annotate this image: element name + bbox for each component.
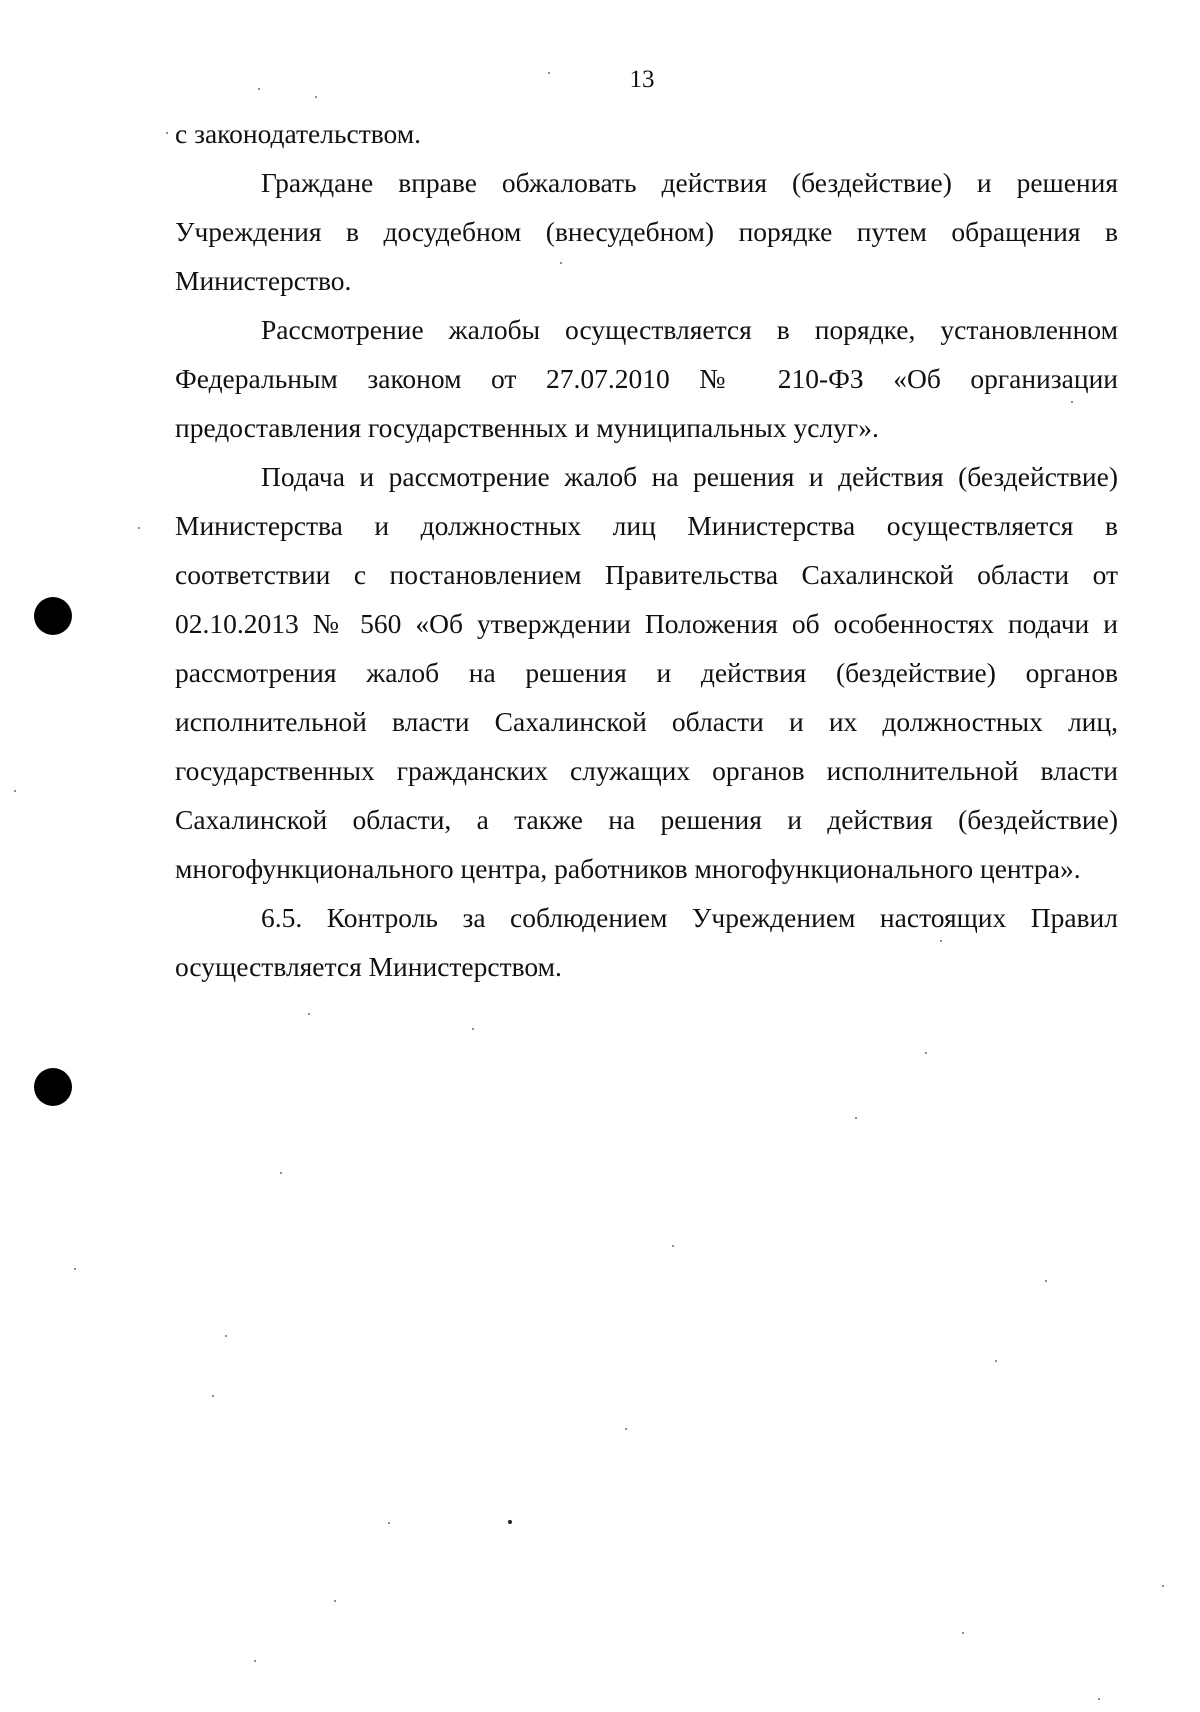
scan-speck <box>166 132 168 134</box>
scan-speck <box>1098 1698 1100 1700</box>
punch-hole-mark <box>34 1068 72 1106</box>
scan-speck <box>315 96 317 98</box>
page-number: 13 <box>629 66 655 93</box>
paragraph-continuation: с законодательством. <box>175 118 422 149</box>
scan-speck <box>1071 401 1073 403</box>
paragraph-complaint-review: Рассмотрение жалобы осуществляется в порядке, установленном Федеральным законом от 27.07.2010 № 210-ФЗ «Об организации предоставления государственных и муниципальных услуг». <box>175 314 1118 443</box>
scan-speck <box>74 1268 76 1270</box>
scan-speck <box>962 1632 964 1634</box>
scan-speck <box>940 940 942 942</box>
punch-hole-mark <box>34 597 72 635</box>
scan-speck <box>225 1335 227 1337</box>
scan-speck <box>14 790 16 792</box>
scan-speck <box>258 88 260 90</box>
scan-speck <box>625 1428 627 1430</box>
scan-speck <box>855 1117 857 1119</box>
paragraph-control: 6.5. Контроль за соблюдением Учреждением настоящих Правил осуществляется Министерством. <box>175 902 1118 982</box>
scan-speck <box>672 1245 674 1247</box>
scan-speck <box>388 1522 390 1524</box>
scan-speck <box>548 72 550 74</box>
scan-speck <box>1045 1280 1047 1282</box>
document-body <box>175 109 1118 991</box>
scan-speck <box>138 527 140 529</box>
scan-speck <box>560 262 562 264</box>
scan-speck <box>212 1395 214 1397</box>
scan-speck <box>472 1028 474 1030</box>
scan-speck <box>1162 1585 1164 1587</box>
scan-speck <box>254 1660 256 1662</box>
scan-speck <box>280 1172 282 1174</box>
paragraph-complaint-procedure: Подача и рассмотрение жалоб на решения и действия (бездействие) Министерства и должностных лиц Министерства осуществляется в соответствии с постановлением Правительства Сахалинской области от 02.10.2013 № 560 «Об утверждении Положения об особенностях подачи и рассмотрения жалоб на решения и действия (бездействие) органов исполнительной власти Сахалинской области и их должностных лиц, государственных гражданских служащих органов исполнительной власти Сахалинской области, а также на решения и действия (бездействие) многофункционального центра, работников многофункционального центра». <box>175 461 1118 884</box>
scan-speck <box>334 1600 336 1602</box>
scan-speck <box>925 1052 927 1054</box>
paragraph-appeal-right: Граждане вправе обжаловать действия (бездействие) и решения Учреждения в досудебном (внесудебном) порядке путем обращения в Министерство. <box>175 167 1118 296</box>
scan-speck <box>995 1360 997 1362</box>
scan-speck <box>308 1013 310 1015</box>
scan-speck <box>508 1520 512 1524</box>
